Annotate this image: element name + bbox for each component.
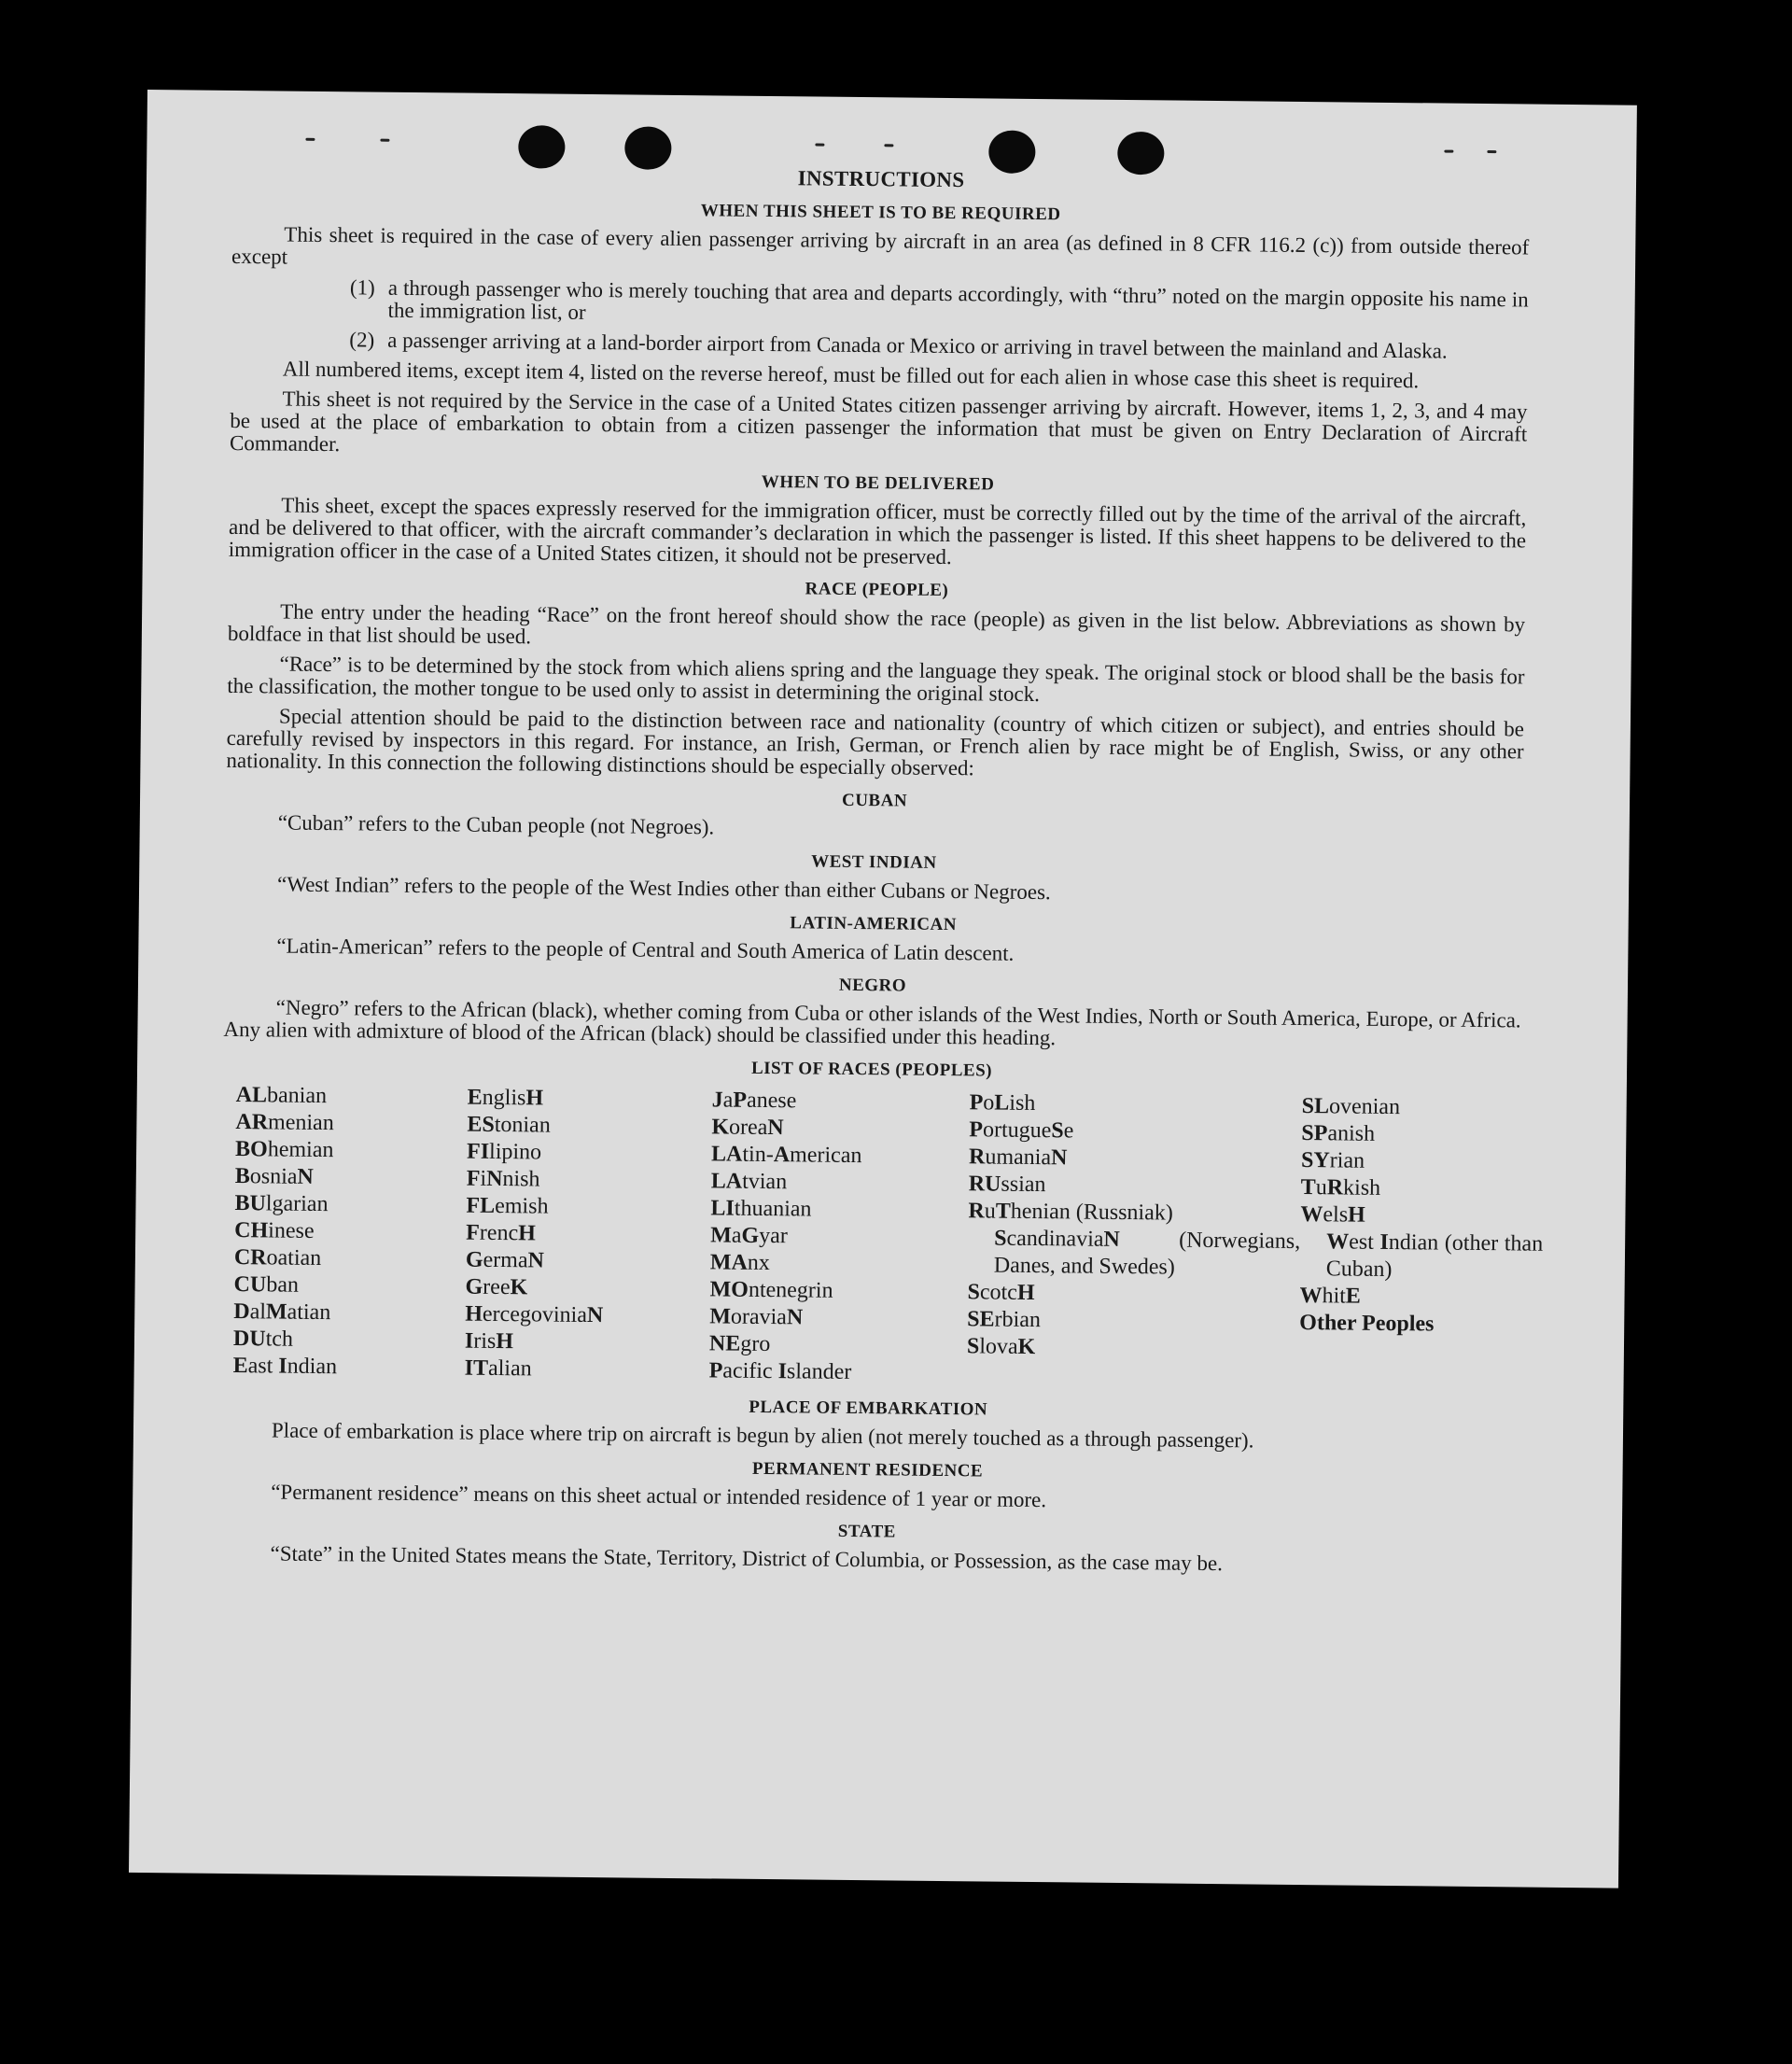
race-column bbox=[465, 1085, 712, 1385]
item-number: (1) bbox=[349, 275, 375, 300]
section-heading: PERMANENT RESIDENCE bbox=[751, 1458, 984, 1481]
section-heading: LATIN-AMERICAN bbox=[790, 913, 958, 935]
race-entry: MaGyar bbox=[710, 1223, 788, 1249]
race-entry: Other Peoples bbox=[1299, 1310, 1435, 1337]
race-entry: BUlgarian bbox=[234, 1191, 329, 1217]
race-entry: East Indian bbox=[232, 1354, 338, 1380]
race-entry: MAnx bbox=[709, 1250, 771, 1276]
punch-hole bbox=[518, 125, 565, 169]
race-entry: RuThenian (Russniak) bbox=[968, 1199, 1173, 1226]
race-entry: FiNnish bbox=[466, 1166, 540, 1192]
race-entry: EnglisH bbox=[467, 1085, 544, 1111]
race-entry: RumaniaN bbox=[968, 1144, 1068, 1171]
race-entry: WelsH bbox=[1300, 1202, 1365, 1228]
race-entry: PoLish bbox=[969, 1090, 1036, 1116]
race-entry: West Indian (other than Cuban) bbox=[1325, 1229, 1544, 1283]
numbered-item bbox=[231, 275, 1528, 334]
race-entry: GermaN bbox=[465, 1247, 545, 1273]
race-entry: HercegoviniaN bbox=[465, 1301, 604, 1328]
race-entry: MoraviaN bbox=[709, 1304, 804, 1330]
race-column bbox=[1298, 1093, 1544, 1394]
section-heading: RACE (PEOPLE) bbox=[805, 579, 949, 601]
race-entry: SPanish bbox=[1301, 1121, 1376, 1146]
section-heading: WEST INDIAN bbox=[811, 851, 937, 873]
race-entry: LAtin-American bbox=[710, 1142, 862, 1169]
race-entry: PortugueSe bbox=[969, 1117, 1074, 1144]
race-entry: SErbian bbox=[967, 1307, 1042, 1333]
section-heading: WHEN TO BE DELIVERED bbox=[761, 471, 995, 495]
race-entry: LIthuanian bbox=[710, 1196, 812, 1222]
race-column bbox=[966, 1089, 1301, 1391]
document-page bbox=[129, 90, 1637, 1888]
race-entry: IrisH bbox=[464, 1328, 514, 1355]
paragraph: “Permanent residence” means on this sheet actual or intended residence of 1 year or more. bbox=[271, 1480, 1047, 1512]
race-entry: Pacific Islander bbox=[708, 1358, 852, 1384]
race-entry: NEgro bbox=[708, 1331, 771, 1357]
paragraph: “Latin-American” refers to the people of Central and South America of Latin descent. bbox=[276, 934, 1015, 965]
mark bbox=[305, 138, 315, 141]
mark bbox=[1444, 150, 1453, 153]
race-entry: ARmenian bbox=[235, 1110, 334, 1136]
race-entry: CUban bbox=[233, 1272, 300, 1298]
paragraph: “State” in the United States means the State, Territory, District of Columbia, or Possession, as the case may be. bbox=[270, 1541, 1224, 1576]
race-list bbox=[232, 1082, 1544, 1393]
race-entry: JaPanese bbox=[711, 1088, 797, 1114]
paragraph: Place of embarkation is place where trip on aircraft is begun by alien (not merely touched as a through passenger). bbox=[271, 1418, 1254, 1453]
race-entry: TuRkish bbox=[1300, 1175, 1381, 1200]
race-entry: BosniaN bbox=[234, 1164, 314, 1189]
page-title: INSTRUCTIONS bbox=[797, 166, 965, 192]
race-entry: WhitE bbox=[1299, 1283, 1362, 1309]
mark bbox=[815, 143, 824, 146]
race-entry: RUssian bbox=[968, 1172, 1046, 1198]
paragraph: This sheet, except the spaces expressly reserved for the immigration officer, must be correctly filled out by the time of the arrival of the aircraft, and be delivered to that officer, with the aircraft commander’s declaration in which the passenger is listed. If this sheet happens to be delivered to the immigration officer in the case of a United States citizen, it should not be preserved. bbox=[228, 493, 1527, 569]
paragraph: The entry under the heading “Race” on the front hereof should show the race (people) as given in the list below. Abbreviations as shown by boldface in that list should be used. bbox=[227, 599, 1526, 649]
race-entry: BOhemian bbox=[234, 1137, 334, 1163]
race-column bbox=[233, 1082, 468, 1383]
mark bbox=[884, 144, 893, 147]
paragraph: “Cuban” refers to the Cuban people (not Negroes). bbox=[277, 810, 715, 839]
race-entry: ScandinaviaN (Norwegians, Danes, and Swedes) bbox=[993, 1226, 1301, 1280]
mark bbox=[1487, 150, 1496, 153]
race-entry: ITalian bbox=[464, 1355, 532, 1382]
race-entry: FLemish bbox=[466, 1193, 549, 1219]
race-entry: ScotcH bbox=[967, 1280, 1035, 1306]
item-number: (2) bbox=[349, 328, 375, 352]
paragraph: All numbered items, except item 4, listed on the reverse hereof, must be filled out for each alien in whose case this sheet is required. bbox=[282, 357, 1420, 393]
paragraph: “Negro” refers to the African (black), whether coming from Cuba or other islands of the West Indies, North or South America, Europe, or Africa. Any alien with admixture of blood of the African (black) should be classified under this heading. bbox=[223, 995, 1521, 1050]
race-entry: CHinese bbox=[234, 1218, 315, 1243]
paragraph: “Race” is to be determined by the stock from which aliens spring and the language they speak. The original stock or blood shall be the basis for the classification, the mother tongue to be used only to assist in determining the original stock. bbox=[227, 652, 1525, 707]
race-entry: FrencH bbox=[466, 1220, 536, 1246]
paragraph: “West Indian” refers to the people of the West Indies other than either Cubans or Negroes. bbox=[276, 872, 1051, 905]
race-entry: MOntenegrin bbox=[709, 1277, 833, 1303]
section-heading: CUBAN bbox=[841, 790, 908, 811]
section-heading: NEGRO bbox=[838, 975, 907, 996]
race-entry: GreeK bbox=[465, 1274, 528, 1300]
mark bbox=[380, 139, 389, 142]
item-text: a through passenger who is merely touching that area and departs accordingly, with “thru” noted on the margin opposite his name in the immigration list, or bbox=[387, 275, 1529, 324]
item-text: a passenger arriving at a land-border airport from Canada or Mexico or arriving in travel between the mainland and Alaska. bbox=[387, 328, 1448, 363]
race-entry: KoreaN bbox=[711, 1115, 784, 1141]
race-entry: ALbanian bbox=[235, 1083, 328, 1109]
punch-hole bbox=[988, 130, 1035, 174]
race-column bbox=[709, 1087, 970, 1387]
race-entry: SlovaK bbox=[966, 1334, 1036, 1360]
section-heading: LIST OF RACES (PEOPLES) bbox=[750, 1058, 993, 1081]
punch-hole bbox=[1117, 132, 1164, 176]
race-entry: FIlipino bbox=[466, 1139, 542, 1165]
paragraph: This sheet is required in the case of every alien passenger arriving by aircraft in an area (as defined in 8 CFR 116.2 (c)) from outside thereof except bbox=[231, 222, 1530, 269]
section-heading: WHEN THIS SHEET IS TO BE REQUIRED bbox=[700, 201, 1061, 225]
section-heading: STATE bbox=[837, 1521, 896, 1542]
race-entry: DUtch bbox=[232, 1327, 294, 1352]
race-entry: SLovenian bbox=[1301, 1094, 1401, 1120]
race-entry: DalMatian bbox=[233, 1299, 331, 1326]
instructions-content bbox=[217, 161, 1544, 1585]
section-heading: PLACE OF EMBARKATION bbox=[749, 1397, 988, 1420]
race-entry: EStonian bbox=[467, 1112, 551, 1138]
race-entry: CRoatian bbox=[233, 1245, 322, 1271]
race-entry: LAtvian bbox=[710, 1169, 788, 1195]
punch-hole bbox=[624, 126, 671, 170]
paragraph: This sheet is not required by the Service in the case of a United States citizen passenger arriving by aircraft. However, items 1, 2, 3, and 4 may be used at the place of embarkation to obtain from a citizen passenger the information that must be given on Entry Declaration of Aircraft Commander. bbox=[229, 386, 1528, 456]
race-entry: SYrian bbox=[1300, 1148, 1365, 1173]
paragraph: Special attention should be paid to the distinction between race and nationality (country of which citizen or subject), and entries should be carefully revised by inspectors in this regard. For instance, an Irish, German, or French alien by race might be of English, Swiss, or any other nationality. In this connection the following distinctions should be especially observed: bbox=[226, 704, 1525, 780]
